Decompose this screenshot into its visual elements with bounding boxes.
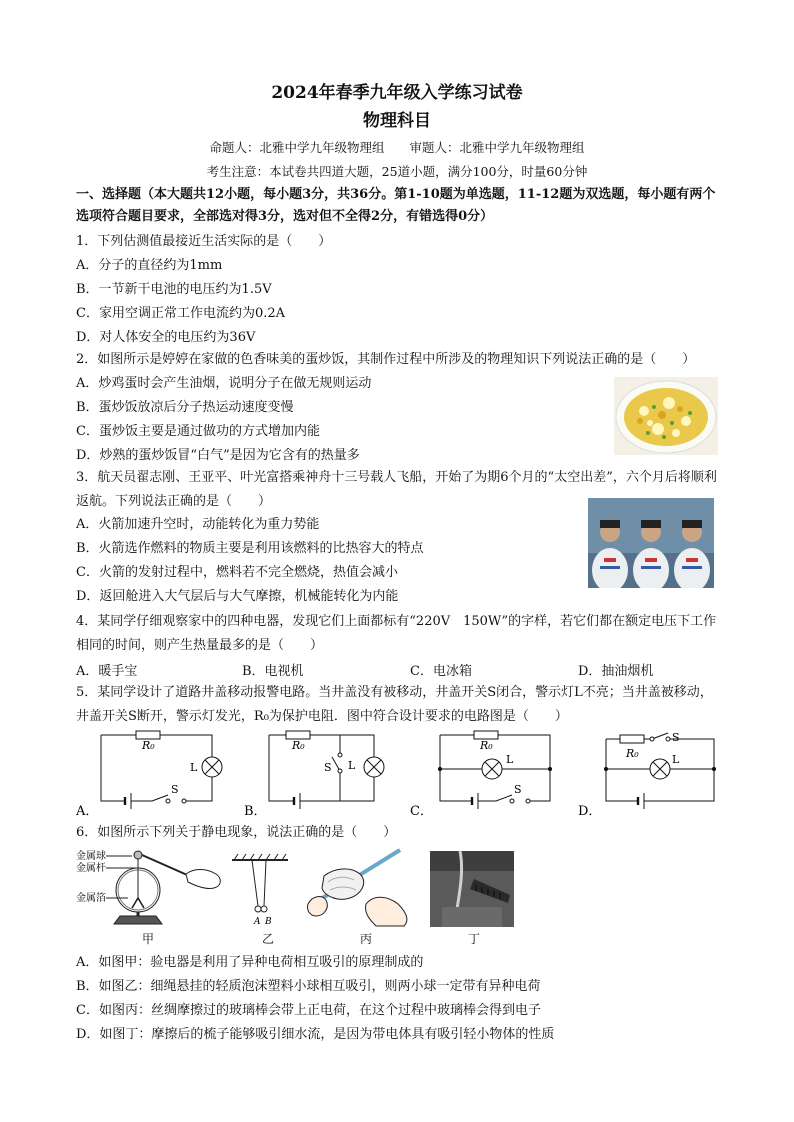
astronauts-image: [588, 498, 714, 588]
ball-b-label: B: [265, 917, 272, 927]
q6-option-c: C．如图丙：丝绸摩擦过的玻璃棒会带上正电荷，在这个过程中玻璃棒会得到电子: [76, 1003, 541, 1018]
q4-option-c: C．电冰箱: [410, 664, 472, 679]
caption-jia: 甲: [142, 932, 155, 946]
suspended-balls-figure: [228, 852, 292, 928]
q1-option-c: C．家用空调正常工作电流约为0.2A: [76, 306, 286, 321]
q1-stem: 1．下列估测值最接近生活实际的是（ ）: [76, 234, 332, 249]
circuit-c: [410, 727, 570, 819]
q3-option-d: D．返回舱进入大气层后与大气摩擦，机械能转化为内能: [76, 589, 399, 604]
q6-stem: 6．如图所示下列关于静电现象，说法正确的是（ ）: [76, 825, 397, 840]
electroscope-figure: [76, 846, 226, 926]
q6-option-a: A．如图甲：验电器是利用了异种电荷相互吸引的原理制成的: [76, 955, 424, 970]
q1-option-a: A．分子的直径约为1mm: [76, 258, 223, 273]
rubbing-rod-figure: [306, 846, 416, 928]
q4-stem: 4．某同学仔细观察家中的四种电器，发现它们上面都标有“220V 150W”的字样，若它们都在额定电压下工作相同的时间，则产生热量最多的是（ ）: [76, 614, 717, 653]
q1-option-b: B．一节新干电池的电压约为1.5V: [76, 282, 272, 297]
circuit-d-label: D．: [578, 804, 602, 819]
lamp-label: L: [348, 759, 356, 772]
r0-label: R₀: [626, 747, 639, 760]
q3-option-b: B．火箭选作燃料的物质主要是利用该燃料的比热容大的特点: [76, 541, 424, 556]
ball-a-label: A: [254, 917, 261, 927]
exam-title: 2024年春季九年级入学练习试卷: [271, 83, 523, 103]
q3-option-a: A．火箭加速升空时，动能转化为重力势能: [76, 517, 320, 532]
circuit-c-label: C．: [410, 804, 433, 819]
q4-option-d: D．抽油烟机: [578, 664, 654, 679]
notice-line: 考生注意：本试卷共四道大题，25道小题，满分100分，时量60分钟: [206, 164, 588, 179]
comb-water-photo: [430, 851, 514, 927]
q2-stem: 2．如图所示是婷婷在家做的色香味美的蛋炒饭，其制作过程中所涉及的物理知识下列说法正确的是（ ）: [76, 352, 696, 367]
lamp-label: L: [672, 753, 680, 766]
switch-label: S: [324, 761, 332, 774]
q4-option-a: A．暖手宝: [76, 664, 138, 679]
circuit-b-label: B．: [244, 804, 267, 819]
circuit-a: [76, 727, 236, 819]
metal-foil-label: 金属箔: [76, 893, 106, 904]
subject-title: 物理科目: [363, 111, 431, 131]
circuit-d: [578, 727, 738, 819]
q2-option-b: B．蛋炒饭放凉后分子热运动速度变慢: [76, 400, 294, 415]
circuit-a-label: A．: [76, 804, 99, 819]
q4-option-b: B．电视机: [242, 664, 304, 679]
lamp-label: L: [190, 761, 198, 774]
q3-option-c: C．火箭的发射过程中，燃料若不完全燃烧，热值会减小: [76, 565, 398, 580]
q2-option-c: C．蛋炒饭主要是通过做功的方式增加内能: [76, 424, 320, 439]
caption-ding: 丁: [468, 932, 481, 946]
switch-label: S: [514, 783, 522, 796]
fried-rice-image: [614, 377, 718, 455]
r0-label: R₀: [480, 739, 493, 752]
caption-bing: 丙: [360, 932, 373, 946]
switch-label: S: [171, 783, 179, 796]
switch-label: S: [672, 731, 680, 744]
circuit-b: [244, 727, 404, 819]
q6-option-d: D．如图丁：摩擦后的梳子能够吸引细水流，是因为带电体具有吸引轻小物体的性质: [76, 1027, 555, 1042]
authors-line: 命题人：北雅中学九年级物理组 审题人：北雅中学九年级物理组: [209, 140, 585, 155]
metal-ball-label: 金属球: [76, 851, 106, 862]
q2-option-a: A．炒鸡蛋时会产生油烟，说明分子在做无规则运动: [76, 376, 372, 391]
lamp-label: L: [506, 753, 514, 766]
q3-stem: 3．航天员翟志刚、王亚平、叶光富搭乘神舟十三号载人飞船，开始了为期6个月的“太空出差”，六个月后将顺利返航。下列说法正确的是（ ）: [76, 470, 717, 509]
q2-option-d: D．炒熟的蛋炒饭冒“白气”是因为它含有的热量多: [76, 448, 360, 463]
q5-stem: 5．某同学设计了道路井盖移动报警电路。当井盖没有被移动，井盖开关S闭合，警示灯L不亮；当井盖被移动，井盖开关S断开，警示灯发光，R₀为保护电阻．图中符合设计要求的电路图是（ ）: [76, 685, 713, 724]
r0-label: R₀: [292, 739, 305, 752]
section-heading: 一、选择题（本大题共12小题，每小题3分，共36分。第1-10题为单选题，11-12题为双选题，每小题有两个选项符合题目要求，全部选对得3分，选对但不全得2分，有错选得0分）: [76, 187, 716, 224]
metal-rod-label: 金属杆: [76, 863, 106, 874]
caption-yi: 乙: [262, 932, 275, 946]
r0-label: R₀: [142, 739, 155, 752]
q1-option-d: D．对人体安全的电压约为36V: [76, 330, 256, 345]
q6-option-b: B．如图乙：细绳悬挂的轻质泡沫塑料小球相互吸引，则两小球一定带有异种电荷: [76, 979, 541, 994]
